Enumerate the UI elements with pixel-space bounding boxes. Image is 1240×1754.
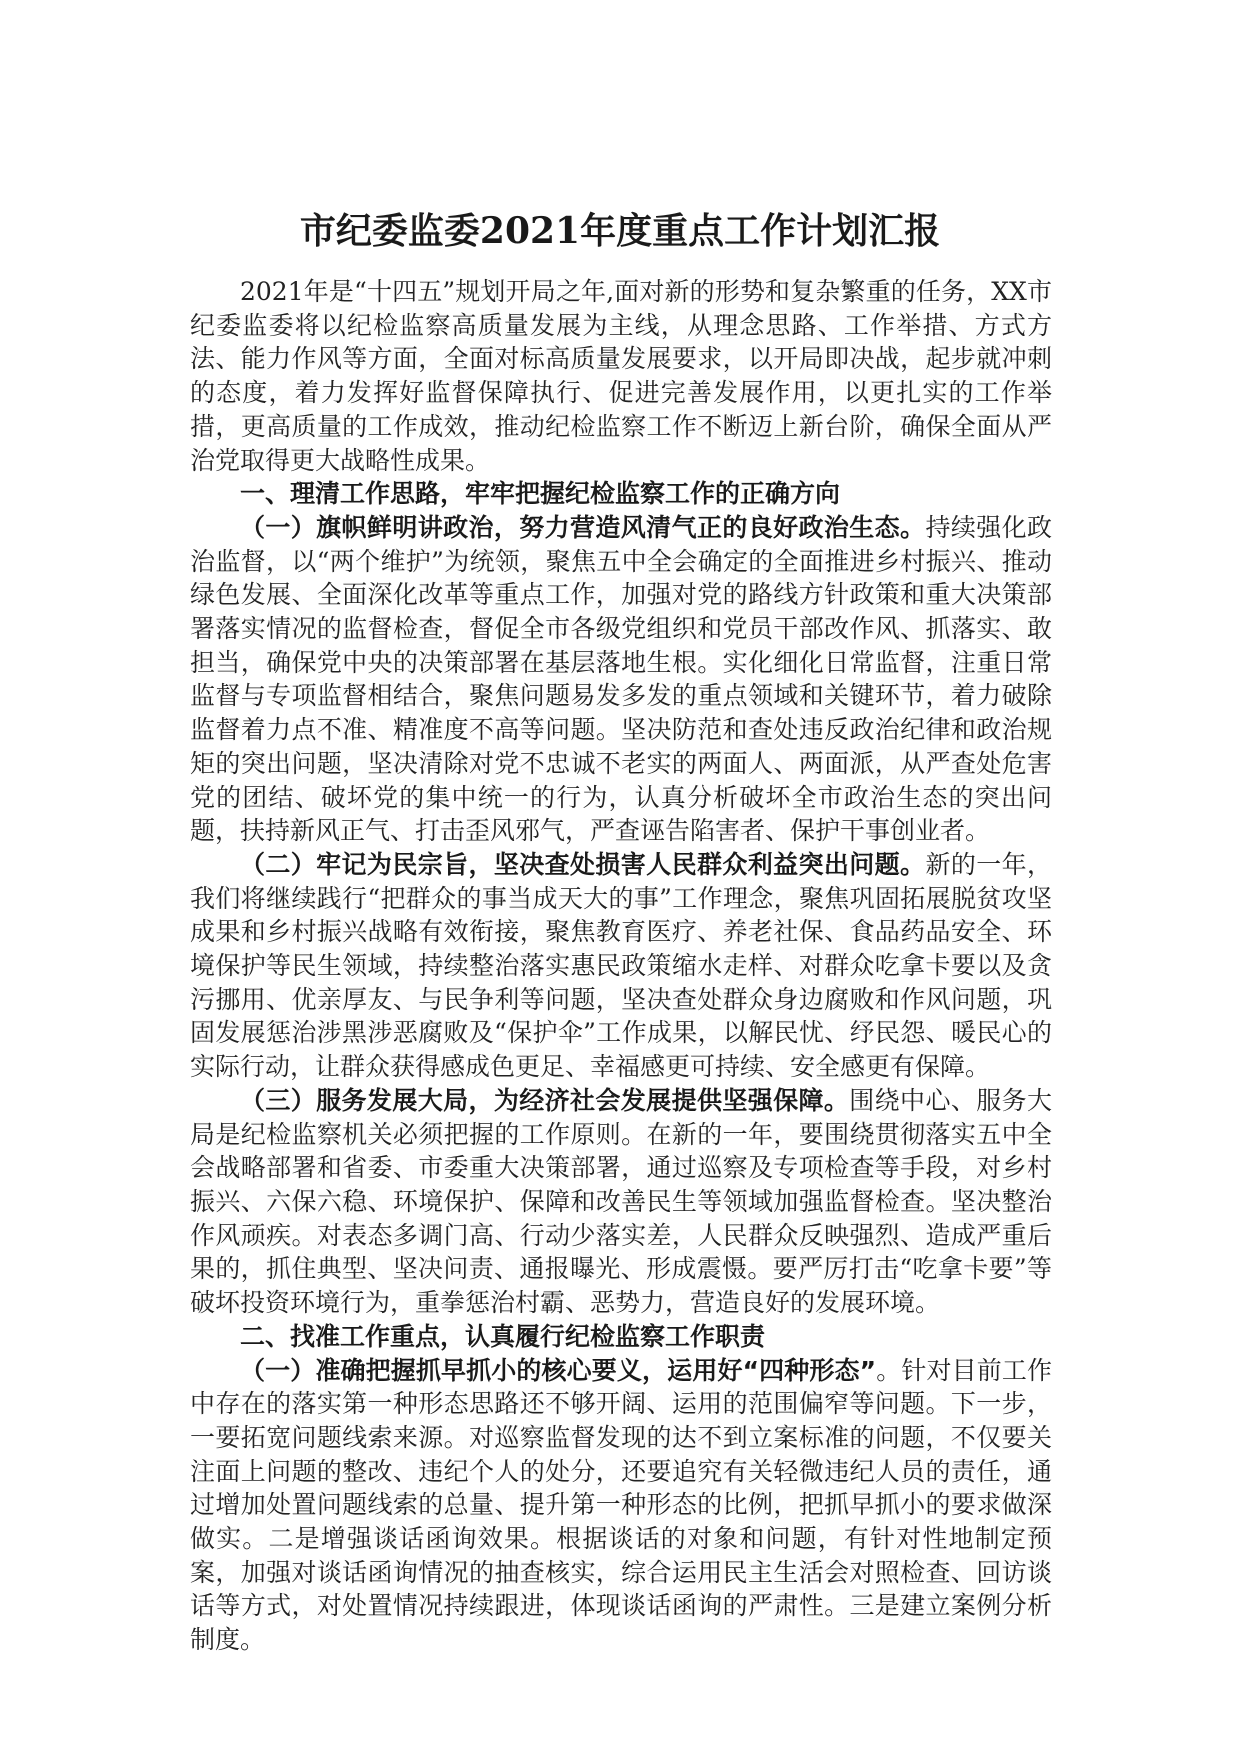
section1-item2-lead: （二）牢记为民宗旨，坚决查处损害人民群众利益突出问题。 [240,849,926,879]
section1-item1-lead: （一）旗帜鲜明讲政治，努力营造风清气正的良好政治生态。 [240,512,926,542]
section1-item3-paragraph [190,1084,1052,1320]
section-heading-1: 一、理清工作思路，牢牢把握纪检监察工作的正确方向 [240,479,841,509]
section1-item3-text: 围绕中心、服务大局是纪检监察机关必须把握的工作原则。在新的一年，要围绕贯彻落实五中全会战略部署和省委、市委重大决策部署，通过巡察及专项检查等手段，对乡村振兴、六保六稳、环境保护、保障和改善民生等领域加强监督检查。坚决整治作风顽疾。对表态多调门高、行动少落实差，人民群众反映强烈、造成严重后果的，抓住典型、坚决问责、通报曝光、形成震慑。要严厉打击“吃拿卡要”等破坏投资环境行为，重拳惩治村霸、恶势力，营造良好的发展环境。 [190,1085,1052,1318]
section1-item2-paragraph [190,848,1052,1084]
intro-paragraph: 2021年是“十四五”规划开局之年,面对新的形势和复杂繁重的任务，XX市纪委监委将以纪检监察高质量发展为主线，从理念思路、工作举措、方式方法、能力作风等方面，全面对标高质量发展要求，以开局即决战，起步就冲刺的态度，着力发挥好监督保障执行、促进完善发展作用，以更扎实的工作举措，更高质量的工作成效，推动纪检监察工作不断迈上新台阶，确保全面从严治党取得更大战略性成果。 [190,277,1052,475]
section1-item1-paragraph [190,511,1052,848]
section1-item3-lead: （三）服务发展大局，为经济社会发展提供坚强保障。 [240,1085,850,1115]
document-title: 市纪委监委2021年度重点工作计划汇报 [299,210,941,252]
section2-item1-text: 。针对目前工作中存在的落实第一种形态思路还不够开阔、运用的范围偏窄等问题。下一步，一要拓宽问题线索来源。对巡察监督发现的达不到立案标准的问题，不仅要关注面上问题的整改、违纪个人的处分，还要追究有关轻微违纪人员的责任，通过增加处置问题线索的总量、提升第一种形态的比例，把抓早抓小的要求做深做实。二是增强谈话函询效果。根据谈话的对象和问题，有针对性地制定预案，加强对谈话函询情况的抽查核实，综合运用民主生活会对照检查、回访谈话等方式，对处置情况持续跟进，体现谈话函询的严肃性。三是建立案例分析制度。 [190,1355,1052,1655]
section-heading-2: 二、找准工作重点，认真履行纪检监察工作职责 [240,1321,766,1351]
document-body [190,275,1052,1657]
section2-item1-paragraph [190,1354,1052,1657]
section1-item1-text: 持续强化政治监督，以“两个维护”为统领，聚焦五中全会确定的全面推进乡村振兴、推动绿色发展、全面深化改革等重点工作，加强对党的路线方针政策和重大决策部署落实情况的监督检查，督促全市各级党组织和党员干部改作风、抓落实、敢担当，确保党中央的决策部署在基层落地生根。实化细化日常监督，注重日常监督与专项监督相结合，聚焦问题易发多发的重点领域和关键环节，着力破除监督着力点不准、精准度不高等问题。坚决防范和查处违反政治纪律和政治规矩的突出问题，坚决清除对党不忠诚不老实的两面人、两面派，从严查处危害党的团结、破坏党的集中统一的行为，认真分析破坏全市政治生态的突出问题，扶持新风正气、打击歪风邪气，严查诬告陷害者、保护干事创业者。 [190,512,1052,846]
section2-item1-lead: （一）准确把握抓早抓小的核心要义，运用好“四种形态” [240,1355,877,1385]
section1-item2-text: 新的一年，我们将继续践行“把群众的事当成天大的事”工作理念，聚焦巩固拓展脱贫攻坚成果和乡村振兴战略有效衔接，聚焦教育医疗、养老社保、食品药品安全、环境保护等民生领域，持续整治落实惠民政策缩水走样、对群众吃拿卡要以及贪污挪用、优亲厚友、与民争利等问题，坚决查处群众身边腐败和作风问题，巩固发展惩治涉黑涉恶腐败及“保护伞”工作成果，以解民忧、纾民怨、暖民心的实际行动，让群众获得感成色更足、幸福感更可持续、安全感更有保障。 [190,849,1052,1082]
